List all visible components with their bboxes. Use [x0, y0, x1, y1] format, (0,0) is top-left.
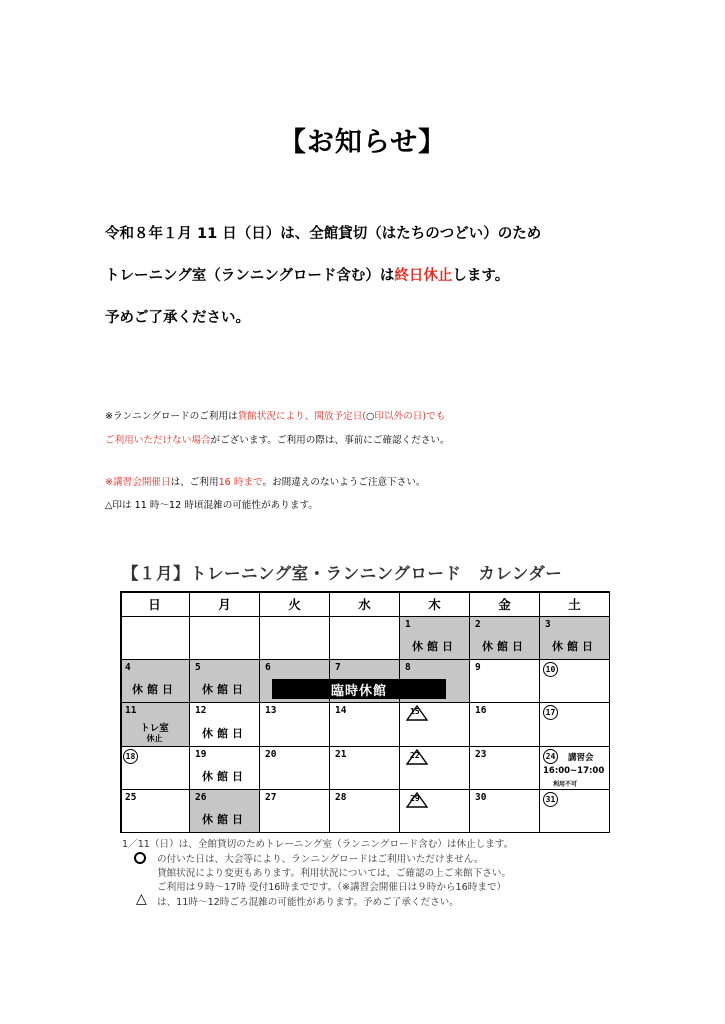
day-number: 27: [265, 791, 277, 803]
notice-line-2-a: トレーニング室（ランニングロード含む）は: [105, 268, 395, 284]
circle-mark-icon: 24: [543, 749, 558, 764]
closed-label: 休館日: [202, 769, 247, 783]
day-number: 8: [405, 662, 411, 674]
note-1-b: 貸館状況により、: [237, 411, 315, 422]
note-3-a: ※講習会開催日: [105, 477, 171, 488]
circle-mark-icon: 31: [543, 792, 558, 807]
weekday-header: 月: [190, 591, 260, 617]
calendar-day-cell: [540, 747, 610, 790]
calendar-day-cell: [470, 660, 540, 703]
notice-line-2: [105, 264, 509, 285]
calendar-day-cell: [400, 703, 470, 746]
day-number: 12: [195, 705, 207, 717]
note-1: [105, 408, 445, 422]
calendar-day-cell: [120, 790, 190, 833]
closed-label: 休館日: [202, 726, 247, 740]
day-number: 21: [335, 748, 347, 760]
day-number: 22: [410, 750, 420, 760]
circle-mark-icon: 10: [543, 662, 558, 677]
note-1-a: ※ランニングロードのご利用は: [105, 411, 238, 422]
weekday-header: 木: [400, 591, 470, 617]
calendar-day-cell: [470, 703, 540, 746]
legend-line-1: 1／11（日）は、全館貸切のためトレーニング室（ランニングロード含む）は休止します。: [122, 839, 514, 850]
calendar-title: 【１月】トレーニング室・ランニングロード カレンダー: [122, 564, 563, 583]
closed-label: 休館日: [552, 640, 597, 654]
notice-line-2-b: します。: [452, 268, 510, 284]
day-number: 4: [125, 662, 131, 674]
closed-label: 休館日: [132, 683, 177, 697]
note-4: △印は 11 時～12 時頃混雑の可能性があります。: [105, 500, 318, 511]
day-number: 7: [335, 662, 341, 674]
note-3: [105, 474, 426, 488]
day-number: 23: [475, 748, 487, 760]
note-3-b: は、ご利用: [170, 477, 219, 488]
calendar-day-cell: [120, 747, 190, 790]
legend-line-5: は、11時～12時ごろ混雑の可能性があります。予めご了承ください。: [157, 897, 459, 908]
calendar-day-cell: [190, 660, 260, 703]
legend-line-2: の付いた日は、大会等により、ランニングロードはご利用いただけません。: [157, 854, 484, 865]
day-number: 6: [265, 662, 271, 674]
day-number: 3: [545, 619, 551, 630]
calendar-day-cell: [330, 747, 400, 790]
calendar-day-cell: [190, 617, 260, 660]
calendar-day-cell: [470, 790, 540, 833]
circle-symbol: ○: [366, 411, 375, 422]
closed-label: 休館日: [412, 640, 457, 654]
day-number: 26: [195, 791, 207, 803]
day-number: 1: [405, 619, 411, 630]
calendar-day-cell: [400, 747, 470, 790]
note-2-a: ご利用いただけない場合: [105, 435, 211, 446]
temporary-closure-banner: 臨時休館: [272, 679, 446, 699]
notice-line-3: 予めご了承ください。: [105, 310, 250, 326]
day-number: 14: [335, 705, 347, 717]
calendar-day-cell: [120, 703, 190, 746]
calendar-day-cell: [540, 790, 610, 833]
suspended-label: 休止: [146, 734, 163, 744]
note-1-c: 開放予定日(: [314, 411, 367, 422]
calendar-day-cell: [400, 790, 470, 833]
note-2: [105, 432, 450, 446]
calendar-day-cell: [260, 747, 330, 790]
legend-line-4: ご利用は９時～17時 受付16時までです。（※講習会開催日は９時から16時まで）: [157, 882, 507, 893]
weekday-header: 日: [120, 591, 190, 617]
calendar-day-cell: [190, 703, 260, 746]
day-number: 16: [475, 705, 487, 717]
calendar-day-cell: [330, 617, 400, 660]
note-3-d: 。お間違えのないようご注意下さい。: [262, 477, 426, 488]
closed-label: 休館日: [202, 812, 247, 826]
day-number: 13: [265, 705, 277, 717]
weekday-header: 火: [260, 591, 330, 617]
calendar-day-cell: [260, 617, 330, 660]
calendar-day-cell: [260, 790, 330, 833]
calendar-day-cell: [330, 703, 400, 746]
calendar-day-cell: [470, 747, 540, 790]
calendar-day-cell: [120, 617, 190, 660]
lecture-time-label: 16:00~17:00: [543, 765, 605, 776]
weekday-header: 金: [470, 591, 540, 617]
day-number: 15: [410, 707, 420, 717]
weekday-header: 水: [330, 591, 400, 617]
legend-line-3: 貸館状況により変更もあります。利用状況については、ご確認の上ご来館下さい。: [157, 868, 512, 879]
day-number: 20: [265, 748, 277, 760]
day-number: 19: [195, 748, 207, 760]
day-number: 30: [475, 791, 487, 803]
calendar-day-cell: [540, 617, 610, 660]
lecture-label: 講習会: [568, 752, 594, 763]
weekday-header: 土: [540, 591, 610, 617]
note-3-c: 16 時まで: [218, 477, 263, 488]
calendar-day-cell: [470, 617, 540, 660]
day-number: 5: [195, 662, 201, 674]
calendar-day-cell: [190, 747, 260, 790]
unavailable-label: 利用不可: [553, 780, 578, 788]
day-number: 25: [125, 791, 137, 803]
legend-triangle-icon: △: [136, 891, 147, 907]
note-1-d: 印以外の日)でも: [374, 411, 446, 422]
calendar-day-cell: [260, 703, 330, 746]
day-number: 9: [475, 662, 481, 674]
circle-mark-icon: 17: [543, 705, 558, 720]
training-room-label: トレ室: [140, 723, 169, 735]
calendar-day-cell: [120, 660, 190, 703]
calendar-day-cell: [190, 790, 260, 833]
closed-all-day-text: 終日休止: [394, 268, 453, 284]
calendar-grid: [120, 591, 610, 833]
calendar-day-cell: [330, 790, 400, 833]
day-number: 2: [475, 619, 481, 630]
circle-mark-icon: 18: [123, 749, 138, 764]
notice-line-1: 令和８年１月 11 日（日）は、全館貸切（はたちのつどい）のため: [105, 226, 542, 242]
calendar-day-cell: [540, 660, 610, 703]
page-title: 【お知らせ】: [278, 127, 447, 158]
calendar-day-cell: [400, 617, 470, 660]
calendar-day-cell: [540, 703, 610, 746]
closed-label: 休館日: [482, 640, 527, 654]
day-number: 28: [335, 791, 347, 803]
day-number: 29: [410, 793, 420, 803]
closed-label: 休館日: [202, 683, 247, 697]
note-2-b: がございます。ご利用の際は、事前にご確認ください。: [210, 435, 450, 446]
day-number: 11: [125, 705, 137, 717]
legend-circle-icon: [134, 852, 146, 864]
